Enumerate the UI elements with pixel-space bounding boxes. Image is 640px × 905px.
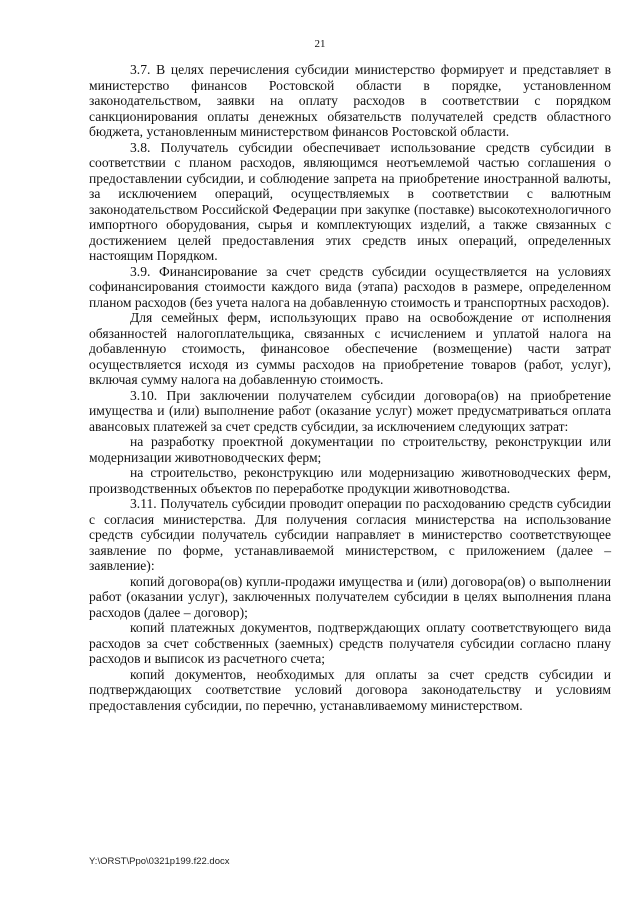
paragraph-3-9: 3.9. Финансирование за счет средств субсидии осуществляется на условиях софинансирования стоимости каждого вида (этапа) расходов в размере, определенном планом расходов (без учета налога на добавленную стоимость и транспортных расходов).	[89, 263, 611, 310]
document-body	[89, 62, 611, 713]
paragraph-3-11-item-3: копий документов, необходимых для оплаты за счет средств субсидии и подтверждающих соответствие условий договора законодательству и условиям предоставления субсидии, по перечню, устанавливаемому министерством.	[89, 666, 611, 713]
paragraph-3-11-item-2: копий платежных документов, подтверждающих оплату соответствующего вида расходов за счет собственных (заемных) средств получателя субсидии согласно плану расходов и выписок из расчетного счета;	[89, 620, 611, 666]
paragraph-3-10-item-2: на строительство, реконструкцию или модернизацию животноводческих ферм, производственных объектов по переработке продукции животноводства.	[89, 465, 611, 496]
file-path-footer: Y:\ORST\Ppo\0321p199.f22.docx	[89, 856, 230, 867]
page-number: 21	[314, 38, 326, 50]
paragraph-3-11: 3.11. Получатель субсидии проводит операции по расходованию средств субсидии с согласия министерства. Для получения согласия министерства на использование средств субсидии получатель субсидии направляет в министерство соответствующее заявление по форме, устанавливаемой министерством, с приложением (далее – заявление):	[89, 496, 611, 573]
paragraph-3-10-item-1: на разработку проектной документации по строительству, реконструкции или модернизации животноводческих ферм;	[89, 434, 611, 465]
paragraph-3-10: 3.10. При заключении получателем субсидии договора(ов) на приобретение имущества и (или) выполнение работ (оказание услуг) может предусматриваться оплата авансовых платежей за счет средств субсидии, за исключением следующих затрат:	[89, 387, 611, 434]
paragraph-3-8: 3.8. Получатель субсидии обеспечивает использование средств субсидии в соответствии с планом расходов, являющимся неотъемлемой частью соглашения о предоставлении субсидии, и соблюдение запрета на приобретение иностранной валюты, за исключением операций, осуществляемых в соответствии с валютным законодательством Российской Федерации при закупке (поставке) высокотехнологичного импортного оборудования, сырья и комплектующих изделий, а также связанных с достижением целей предоставления этих средств иных операций, определенных настоящим Порядком.	[89, 139, 611, 263]
paragraph-family-farms: Для семейных ферм, использующих право на освобождение от исполнения обязанностей налогоплательщика, связанных с исчислением и уплатой налога на добавленную стоимость, финансовое обеспечение (возмещение) части затрат осуществляется исходя из суммы расходов на приобретение товаров (работ, услуг), включая сумму налога на добавленную стоимость.	[89, 310, 611, 387]
paragraph-3-7: 3.7. В целях перечисления субсидии министерство формирует и представляет в министерство финансов Ростовской области в порядке, установленном законодательством, заявки на оплату расходов в соответствии с порядком санкционирования оплаты денежных обязательств получателей средств областного бюджета, установленным министерством финансов Ростовской области.	[89, 62, 611, 139]
paragraph-3-11-item-1: копий договора(ов) купли-продажи имущества и (или) договора(ов) о выполнении работ (оказании услуг), заключенных получателем субсидии в целях выполнения плана расходов (далее – договор);	[89, 573, 611, 620]
